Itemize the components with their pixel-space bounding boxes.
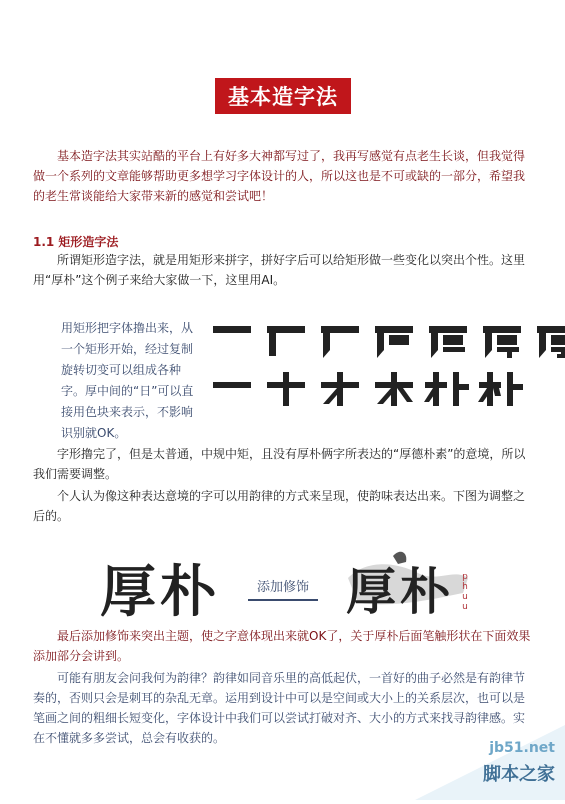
glyph-steps-hou <box>207 320 565 360</box>
glyph-step-5 <box>423 320 473 360</box>
glyph-step-11 <box>369 368 419 408</box>
glyph-steps-pu <box>207 368 527 408</box>
page-title: 基本造字法 <box>215 78 351 114</box>
section-paragraph-1: 所谓矩形造字法，就是用矩形来拼字，拼好字后可以给矩形做一些变化以突出个性。这里用“厚朴”这个例子来给大家做一下，这里用AI。 <box>33 253 526 287</box>
section-paragraph-4: 最后添加修饰来突出主题，使之字意体现出来就OK了，关于厚朴后面笔触形状在下面效果添加部分会讲到。 <box>33 629 531 663</box>
watermark <box>415 725 565 800</box>
intro-paragraph: 基本造字法其实站酷的平台上有好多大神都写过了，我再写感觉有点老生长谈，但我觉得做一个系列的文章能够帮助更多想学习字体设计的人，所以这也是不可或缺的一部分，希望我的老生常谈能给大家带来新的感觉和尝试吧！ <box>33 149 526 203</box>
section-paragraph-2: 字形撸完了，但是太普通，中规中矩，且没有厚朴俩字所表达的“厚德朴素”的意境，所以我们需要调整。 <box>33 447 526 481</box>
glyph-step-4 <box>369 320 419 360</box>
glyph-step-3 <box>315 320 365 360</box>
glyph-step-6 <box>477 320 527 360</box>
word-plain: 厚朴 <box>100 560 220 625</box>
glyph-step-10 <box>315 368 365 408</box>
watermark-brand: 脚本之家 <box>483 764 555 785</box>
glyph-step-7 <box>531 320 565 360</box>
side-note: 用矩形把字体撸出来，从一个矩形开始，经过复制旋转切变可以组成各种字。厚中间的“日”可以直接用色块来表示，不影响识别就OK。 <box>61 321 194 440</box>
section-heading: 1.1 矩形造字法 <box>33 235 119 249</box>
section-paragraph-5: 可能有朋友会问我何为韵律？韵律如同音乐里的高低起伏，一首好的曲子必然是有韵律节奏的，否则只会是刺耳的杂乱无章。运用到设计中可以是空间或大小上的关系层次，也可以是笔画之间的粗细长短变化，字体设计中我们可以尝试打破对齐、大小的方式来找寻韵律感。实在不懂就多多尝试，总会有收获的。 <box>33 671 526 745</box>
section-paragraph-3: 个人认为像这种表达意境的字可以用韵律的方式来呈现，使韵味表达出来。下图为调整之后的。 <box>33 489 526 523</box>
glyph-step-9 <box>261 368 311 408</box>
decoration-side-text: p h u u <box>462 572 468 612</box>
glyph-step-2 <box>261 320 311 360</box>
watermark-site: jb51.net <box>489 740 555 756</box>
glyph-step-12 <box>423 368 473 408</box>
glyph-step-1 <box>207 320 257 360</box>
glyph-step-8 <box>207 368 257 408</box>
word-decorated: 厚朴 <box>346 563 454 621</box>
glyph-step-13 <box>477 368 527 408</box>
decoration-label: 添加修饰 <box>248 576 318 601</box>
